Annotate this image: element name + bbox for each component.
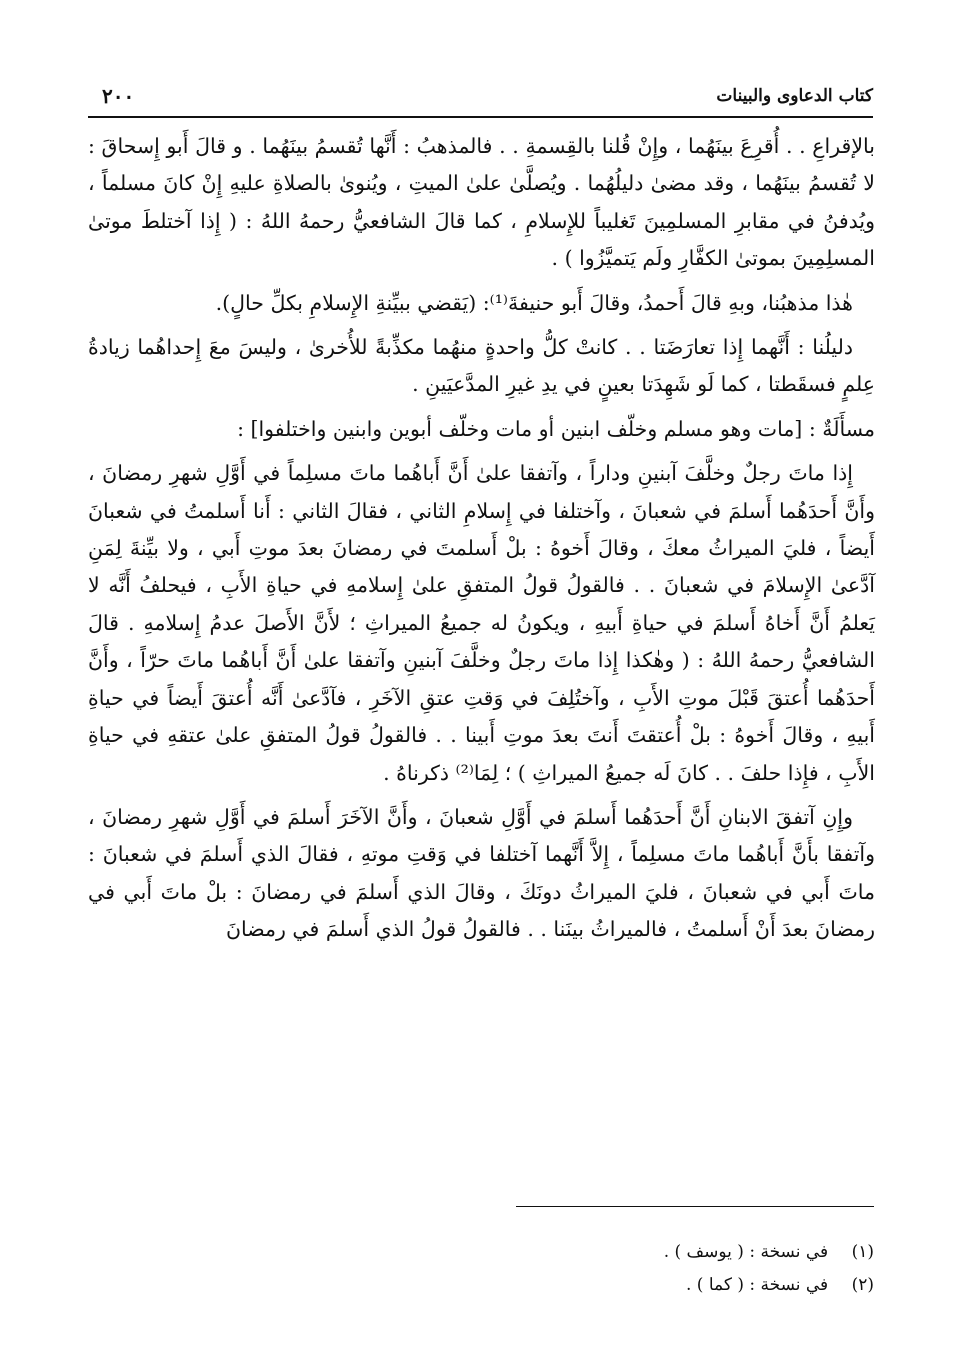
page-header xyxy=(88,80,873,120)
footnote-number: (١) xyxy=(851,1242,874,1262)
paragraph: هٰذا مذهبُنا، وبهِ قالَ أَحمدُ، وقالَ أَبو حنيفةَ⁽¹⁾: (يَقضي ببيِّنةِ الإِسلامِ بكلِّ حالٍ). xyxy=(215,290,853,315)
footnote-text: في نسخة : ( يوسف ) . xyxy=(663,1242,829,1262)
footnotes xyxy=(400,1236,874,1302)
book-title: كتاب الدعاوى والبينات xyxy=(716,86,873,106)
footnote-item xyxy=(400,1236,874,1269)
footnote-text: في نسخة : ( كما ) . xyxy=(685,1275,829,1295)
paragraph: إِذا ماتَ رجلٌ وخلَّفَ آبنينِ وداراً ، وآتفقا علىٰ أَنَّ أَباهُما ماتَ مسلِماً في أَوَّلِ شهرِ رمضانَ ، وأَنَّ أَحدَهُما أَسلمَ في شعبانَ ، وآختلفا في إِسلامِ الثاني ، فقالَ الثاني : أَنا أَسلمتُ في شعبانَ أَيضاً ، فليَ الميراثُ معكَ ، وقالَ أَخوهُ : بلْ أَسلمتَ في رمضانَ بعدَ موتِ أَبي ، ولا بيِّنةَ لِمَنِ آدَّعىٰ الإِسلامَ في شعبانَ . . فالقولُ قولُ المتفقِ علىٰ إِسلامهِ في حياةِ الأَبِ ، فيحلفُ أَنَّه لا يَعلمُ أَنَّ أَخاهُ أَسلمَ في حياةِ أَبيهِ ، ويكونُ له جميعُ الميراثِ ؛ لأَنَّ الأَصلَ عدمُ إِسلامهِ . قالَ الشافعيُّ رحمهُ اللهُ : ( وهٰكذا إِذا ماتَ رجلٌ وخلَّفَ آبنينِ وآتفقا علىٰ أَنَّ أَباهُما ماتَ حرّاً ، وأَنَّ أَحدَهُما أُعتقَ قَبْلَ موتِ الأَبِ ، وآختُلِفَ في وَقتِ عتقِ الآخَرِ ، فآدَّعىٰ أَنَّه أُعتقَ أَيضاً في حياةِ أَبيهِ ، وقالَ أَخوهُ : بلْ أُعتقتَ أَنتَ بعدَ موتِ أَبينا . . فالقولُ قولُ المتفقِ علىٰ عتقهِ في حياةِ الأَبِ ، فإِذا حلفَ . . كانَ لَه جميعُ الميراثِ ) ؛ لِمَا⁽²⁾ ذكرناهُ . xyxy=(88,461,875,785)
paragraph: وإِنِ آتفقَ الابنانِ أَنَّ أَحدَهُما أَسلمَ في أَوَّلِ شعبانَ ، وأَنَّ الآخَرَ أَسلمَ في أَوَّلِ شهرِ رمضانَ ، وآتفقا بأَنَّ أَباهُما ماتَ مسلِماً ، إِلاَّ أَنَّهما آختلفا في وَقتِ موتهِ ، فقالَ الذي أَسلمَ في شعبانَ : ماتَ أَبي في شعبانَ ، فليَ الميراثُ دونَكَ ، وقالَ الذي أَسلمَ في رمضانَ : بلْ ماتَ أَبي في رمضانَ بعدَ أَنْ أَسلمتُ ، فالميراثُ بينَنا . . فالقولُ قولُ الذي أَسلمَ في رمضانَ xyxy=(88,804,875,942)
footnote-number: (٢) xyxy=(851,1275,874,1295)
section-heading: مسأَلَةٌ : [مات وهو مسلم وخلّف ابنين أو مات وخلّف أبوين وابنين واختلفوا] : xyxy=(237,416,875,441)
paragraph: بالإقراعِ . . أُقرِعَ بينَهُما ، وإِنْ قُلنا بالقِسمةِ . . فالمذهبُ : أَنَّها تُقسمُ بينَهُما . و قالَ أَبو إِسحاقَ : لا تُقسمُ بينَهُما ، وقد مضىٰ دليلُهُما . ويُصلَّىٰ علىٰ الميتِ ، ويُنوىٰ بالصلاةِ عليهِ إِنْ كانَ مسلماً ، ويُدفنُ في مقابرِ المسلمِينَ تَغليباً للإِسلامِ ، كما قالَ الشافعيُّ رحمهُ اللهُ : ( إِذا آختلطَ موتىٰ المسلِمِينَ بموتىٰ الكفَّارِ ولَم يَتميَّزُوا ) . xyxy=(88,134,875,271)
footnote-item xyxy=(400,1269,874,1302)
paragraph: دليلُنا : أَنَّهما إِذا تعارَضَتا . . كانتْ كلُّ واحدةٍ منهُما مكذِّبةً للأُخرىٰ ، وليسَ معَ إِحداهُما زيادةُ عِلمٍ فسقَطتا ، كما لَو شَهِدَتا بعينٍ في يدِ غيرِ المدَّعيَينِ . xyxy=(88,335,875,397)
page-number: ٢٠٠ xyxy=(102,84,135,108)
header-rule xyxy=(88,116,873,118)
footnote-separator xyxy=(516,1206,874,1207)
main-text xyxy=(88,128,875,956)
